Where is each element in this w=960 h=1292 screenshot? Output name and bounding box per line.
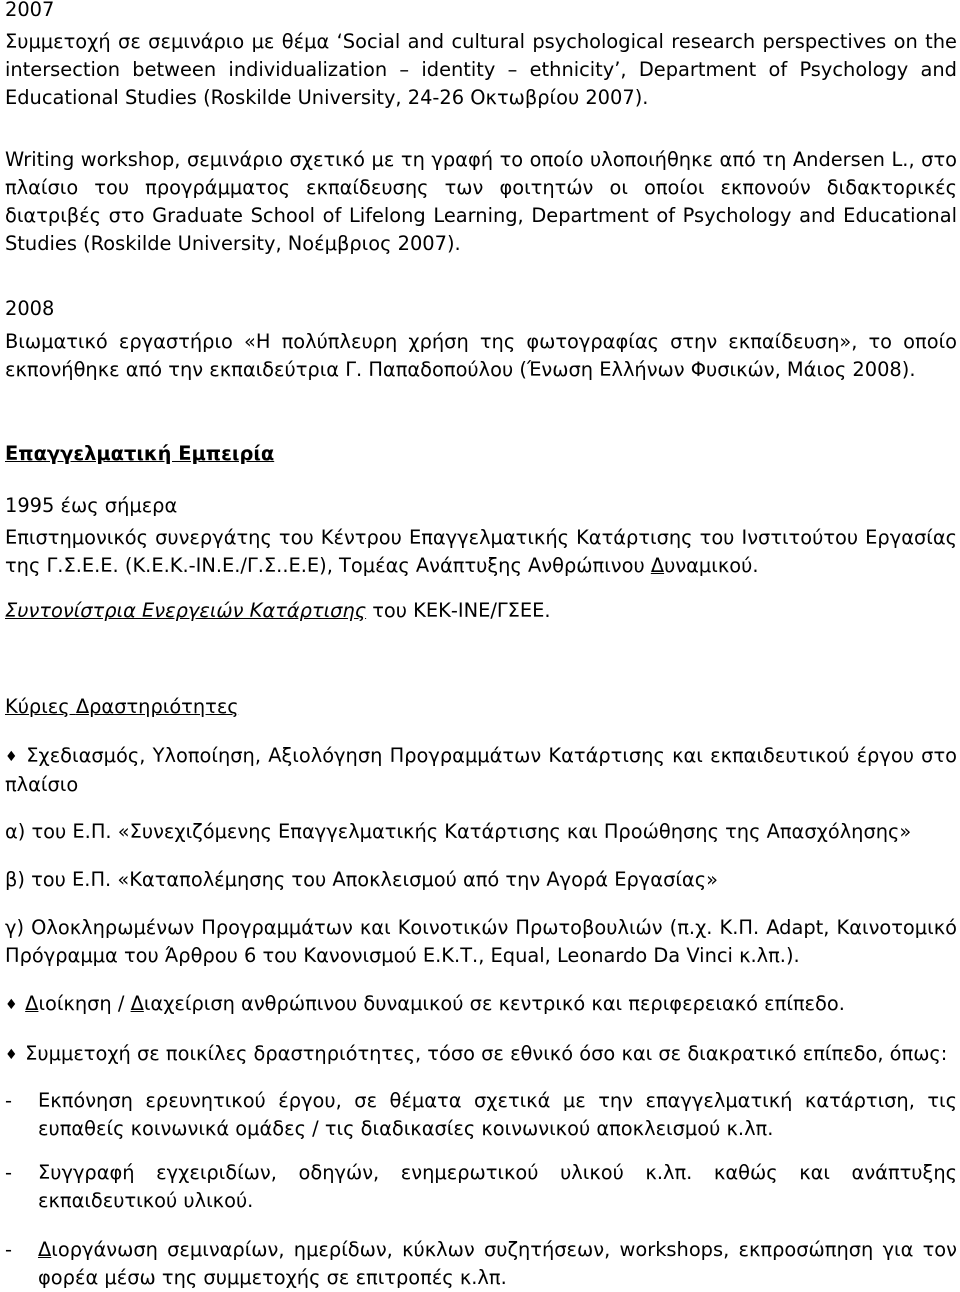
year-2008: 2008 bbox=[5, 297, 55, 320]
dash-marker: - bbox=[5, 1238, 12, 1261]
dash-item-writing: - Συγγραφή εγχειριδίων, οδηγών, ενημερωτικού υλικού κ.λπ. καθώς και ανάπτυξης εκπαιδευτικού υλικού. bbox=[5, 1161, 957, 1212]
activity-item-b: β) του Ε.Π. «Καταπολέμησης του Αποκλεισμού από την Αγορά Εργασίας» bbox=[5, 868, 718, 891]
main-activities-heading: Κύριες Δραστηριότητες bbox=[5, 695, 239, 718]
experience-period: 1995 έως σήμερα bbox=[5, 494, 178, 517]
diamond-bullet-icon: ♦ bbox=[5, 997, 18, 1013]
activity-item-a: α) του Ε.Π. «Συνεχιζόμενης Επαγγελματικής Κατάρτισης και Προώθησης της Απασχόλησης» bbox=[5, 820, 912, 843]
year-2007: 2007 bbox=[5, 0, 55, 21]
seminar-2007-entry: Συμμετοχή σε σεμινάριο με θέμα ‘Social and cultural psychological research perspectives on the intersection between individualization – identity – ethnicity’, Department of Psychology and Educational Studies (Roskilde University, 24-26 Οκτωβρίου 2007). bbox=[5, 30, 957, 109]
dash-marker: - bbox=[5, 1089, 12, 1112]
workshop-2008-entry: Βιωματικό εργαστήριο «Η πολύπλευρη χρήση της φωτογραφίας στην εκπαίδευση», το οποίο εκπονήθηκε από την εκπαιδεύτρια Γ. Παπαδοπούλου (Ένωση Ελλήνων Φυσικών, Μάιος 2008). bbox=[5, 330, 957, 381]
dash-item-organization: - Διοργάνωση σεμιναρίων, ημερίδων, κύκλων συζητήσεων, workshops, εκπροσώπηση για τον φορέα μέσω της συμμετοχής σε επιτροπές κ.λπ. bbox=[5, 1238, 957, 1289]
activity-bullet-1: ♦ Σχεδιασμός, Υλοποίηση, Αξιολόγηση Προγραμμάτων Κατάρτισης και εκπαιδευτικού έργου στο πλαίσιο bbox=[5, 744, 957, 796]
coordinator-role: Συντονίστρια Ενεργειών Κατάρτισης του ΚΕΚ-ΙΝΕ/ΓΣΕΕ. bbox=[5, 599, 551, 622]
diamond-bullet-icon: ♦ bbox=[5, 1047, 18, 1063]
writing-workshop-entry: Writing workshop, σεμινάριο σχετικό με τη γραφή το οποίο υλοποιήθηκε από τη Andersen L., στο πλαίσιο του προγράμματος εκπαίδευσης των φοιτητών οι οποίοι εκπονούν διδακτορικές διατριβές στο Graduate School of Lifelong Learning, Department of Psychology and Educational Studies (Roskilde University, Νοέμβριος 2007). bbox=[5, 148, 957, 255]
dash-marker: - bbox=[5, 1161, 12, 1184]
activity-bullet-2: ♦ Διοίκηση / Διαχείριση ανθρώπινου δυναμικού σε κεντρικό και περιφερειακό επίπεδο. bbox=[5, 990, 845, 1019]
role-description: Επιστημονικός συνεργάτης του Κέντρου Επαγγελματικής Κατάρτισης του Ινστιτούτου Εργασίας της Γ.Σ.Ε.Ε. (Κ.Ε.Κ.-ΙΝ.Ε./Γ.Σ..Ε.Ε), Τομέας Ανάπτυξης Ανθρώπινου Δυναμικού. bbox=[5, 526, 957, 577]
diamond-bullet-icon: ♦ bbox=[5, 749, 18, 765]
professional-experience-heading: Επαγγελματική Εμπειρία bbox=[5, 442, 275, 465]
activity-bullet-3: ♦ Συμμετοχή σε ποικίλες δραστηριότητες, τόσο σε εθνικό όσο και σε διακρατικό επίπεδο, όπως: bbox=[5, 1040, 947, 1069]
activity-item-c: γ) Ολοκληρωμένων Προγραμμάτων και Κοινοτικών Πρωτοβουλιών (π.χ. Κ.Π. Adapt, Καινοτομικό Πρόγραμμα του Άρθρου 6 του Κανονισμού Ε.Κ.Τ., Equal, Leonardo Da Vinci κ.λπ.). bbox=[5, 916, 957, 967]
dash-item-research: - Εκπόνηση ερευνητικού έργου, σε θέματα σχετικά με την επαγγελματική κατάρτιση, τις ευπαθείς κοινωνικά ομάδες / τις διαδικασίες κοινωνικού αποκλεισμού κ.λπ. bbox=[5, 1089, 957, 1140]
